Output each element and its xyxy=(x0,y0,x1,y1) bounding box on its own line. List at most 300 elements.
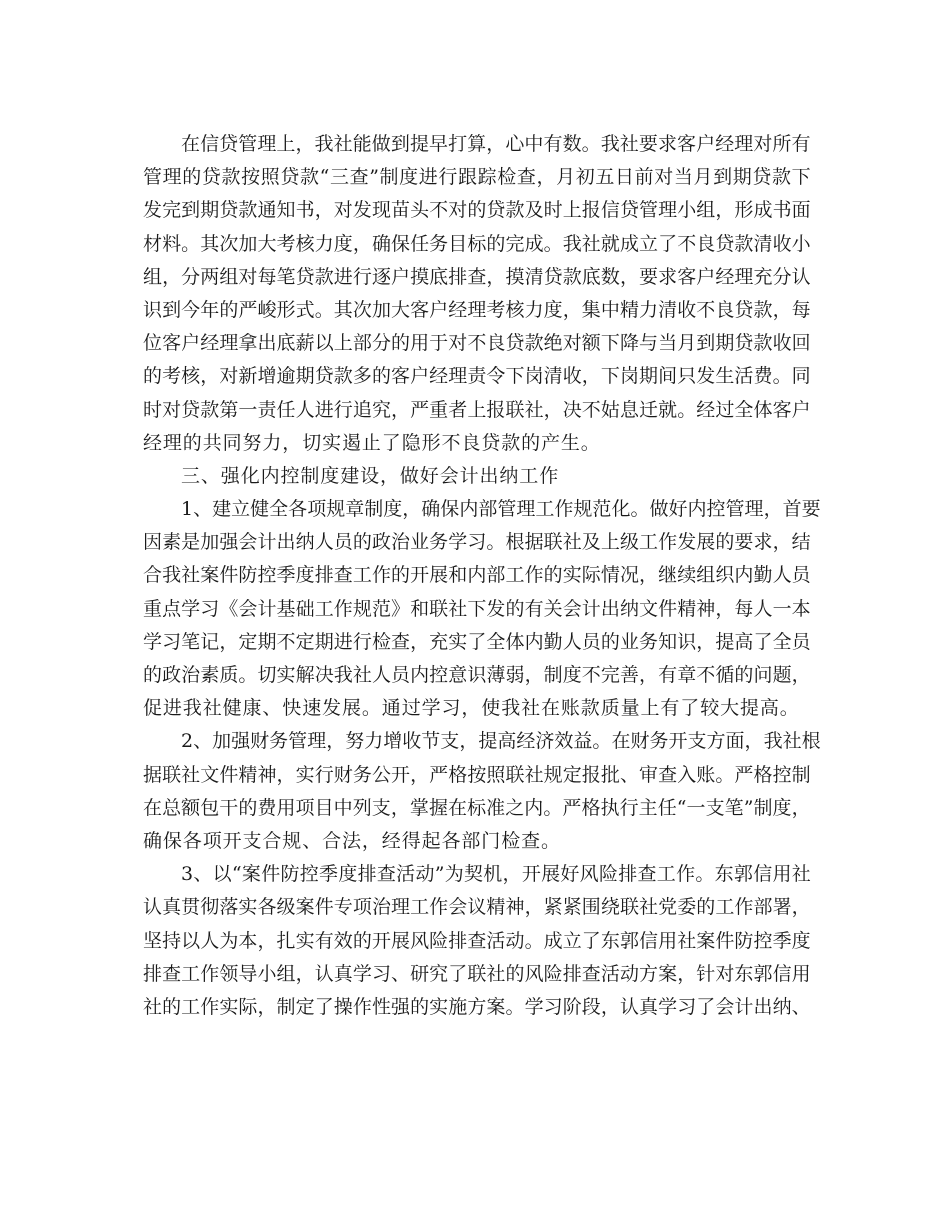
line-char: 务 xyxy=(429,232,449,255)
line-char: 发 xyxy=(486,597,506,620)
line-char: 经 xyxy=(516,730,536,753)
line-char: 理 xyxy=(219,332,239,355)
line-char: 落 xyxy=(219,896,239,919)
line-char: 社 xyxy=(448,597,468,620)
line-char: 支 xyxy=(371,796,391,819)
line-char: 就 xyxy=(658,398,678,421)
line-char: 下 xyxy=(467,597,487,620)
line-char: 在 xyxy=(143,796,163,819)
line-char: 全 xyxy=(772,630,792,653)
line-char: 作 xyxy=(524,564,544,587)
line-char: 活 xyxy=(486,929,506,952)
line-char: 报 xyxy=(581,763,601,786)
line-char: 内 xyxy=(524,630,544,653)
line-char: 力 xyxy=(524,298,544,321)
text-line xyxy=(143,759,811,792)
line-char: 迁 xyxy=(639,398,659,421)
line-char: 社 xyxy=(486,962,506,985)
line-char: 支 xyxy=(440,730,460,753)
line-char: 格 xyxy=(448,763,468,786)
line-char: 现 xyxy=(371,199,391,222)
line-char: 。 xyxy=(181,232,201,255)
line-char: 照 xyxy=(260,166,280,189)
line-char: 排 xyxy=(357,863,377,886)
line-char: 用 xyxy=(772,863,792,886)
line-char: ， xyxy=(257,929,277,952)
line-char: 针 xyxy=(696,962,716,985)
line-char: 》 xyxy=(391,597,411,620)
line-char: 面 xyxy=(725,730,745,753)
line-char: 理 xyxy=(307,730,327,753)
line-char: 生 xyxy=(715,365,735,388)
line-char: 务 xyxy=(639,630,659,653)
line-char: 围 xyxy=(581,896,601,919)
line-char: 令 xyxy=(486,365,506,388)
line-char: 要 xyxy=(801,498,821,521)
line-char: 形 xyxy=(276,298,296,321)
line-char: 章 xyxy=(677,664,697,686)
line-char: 度 xyxy=(543,298,563,321)
line-char: 真 xyxy=(639,995,659,1018)
line-char: 出 xyxy=(276,531,296,554)
line-char: 期 xyxy=(200,199,220,222)
line-char: 学 xyxy=(181,597,201,620)
line-char: 定 xyxy=(295,630,315,653)
line-char: 基 xyxy=(276,597,296,620)
line-char: 识 xyxy=(467,664,487,686)
line-char: 责 xyxy=(467,365,487,388)
line-char: 的 xyxy=(143,664,163,686)
text-line xyxy=(143,228,811,261)
line-char: 出 xyxy=(600,597,620,620)
line-char: 一 xyxy=(686,796,706,819)
line-char: 列 xyxy=(352,796,372,819)
line-char: 内 xyxy=(734,564,754,587)
line-char: 作 xyxy=(333,597,353,620)
line-char: 款 xyxy=(200,398,220,421)
line-char: 实 xyxy=(429,995,449,1018)
line-char: ， xyxy=(276,763,296,786)
line-char: 信 xyxy=(753,863,773,886)
line-char: 阶 xyxy=(562,995,582,1018)
line-char: 体 xyxy=(753,398,773,421)
line-char: 期 xyxy=(257,630,277,653)
line-char: 对 xyxy=(654,166,674,189)
line-char: 公 xyxy=(371,763,391,786)
line-char: 济 xyxy=(535,730,555,753)
line-char: 政 xyxy=(371,531,391,554)
line-char: 学 xyxy=(524,995,544,1018)
line-char: 度 xyxy=(399,166,419,189)
line-char: ， xyxy=(219,630,239,653)
line-char: 的 xyxy=(505,962,525,985)
line-char: 好 xyxy=(668,498,688,521)
line-char: 制 xyxy=(364,498,384,521)
line-char: 款 xyxy=(333,365,353,388)
line-char: 的 xyxy=(734,664,754,686)
line-char: 活 xyxy=(734,365,754,388)
line-char: 织 xyxy=(715,564,735,587)
line-char: 根 xyxy=(801,730,821,753)
text-line xyxy=(143,692,811,725)
line-char: ” xyxy=(369,166,379,189)
line-char: 任 xyxy=(410,232,430,255)
line-char: 按 xyxy=(241,166,261,189)
line-char: 的 xyxy=(467,199,487,222)
line-char: 良 xyxy=(696,232,716,255)
line-char: 客 xyxy=(677,265,697,288)
line-char: 标 xyxy=(467,796,487,819)
line-char: 有 xyxy=(658,664,678,686)
line-char: 联 xyxy=(619,896,639,919)
line-char: 总 xyxy=(162,796,182,819)
line-char: 、 xyxy=(193,730,213,753)
line-char: 报 xyxy=(581,199,601,222)
line-char: 严 xyxy=(562,796,582,819)
line-char: 契 xyxy=(463,863,483,886)
line-char: 行 xyxy=(352,265,372,288)
line-char: 账 xyxy=(696,763,716,786)
text-line xyxy=(143,626,811,659)
line-char: 段 xyxy=(581,995,601,1018)
line-char: 理 xyxy=(391,896,411,919)
line-char: 费 xyxy=(257,796,277,819)
line-char: 际 xyxy=(238,995,258,1018)
line-char: 控 xyxy=(299,863,319,886)
text-line xyxy=(143,261,811,294)
line-char: 节 xyxy=(421,730,441,753)
line-char: 款 xyxy=(505,199,525,222)
line-char: 习 xyxy=(200,597,220,620)
line-char: 在 xyxy=(448,796,468,819)
line-char: 善 xyxy=(619,664,639,686)
line-char: 款 xyxy=(753,298,773,321)
line-char: 求 xyxy=(657,133,677,155)
line-char: 薪 xyxy=(295,332,315,355)
line-char: 的 xyxy=(371,365,391,388)
line-char: 回 xyxy=(791,332,811,355)
line-char: 提 xyxy=(409,133,429,155)
line-char: 下 xyxy=(791,166,811,189)
line-char: ， xyxy=(639,564,659,587)
line-char: 排 xyxy=(448,929,468,952)
line-char: 度 xyxy=(772,796,792,819)
line-char: 作 xyxy=(676,863,696,886)
line-char: 严 xyxy=(429,763,449,786)
line-char: 管 xyxy=(288,730,308,753)
line-char: 部 xyxy=(478,498,498,521)
line-char: 对 xyxy=(753,133,773,155)
line-char: 联 xyxy=(162,763,182,786)
line-char: 精 xyxy=(677,597,697,620)
line-char: 信 xyxy=(200,133,220,155)
line-char: 动 xyxy=(415,863,435,886)
line-char: 高 xyxy=(497,730,517,753)
line-char: 实 xyxy=(219,995,239,1018)
line-char: 不 xyxy=(581,398,601,421)
line-char: 弱 xyxy=(505,664,525,686)
line-char: 息 xyxy=(619,398,639,421)
line-char: 质 xyxy=(219,664,239,686)
line-char: 社 xyxy=(352,664,372,686)
line-char: 不 xyxy=(581,664,601,686)
line-char: 以 xyxy=(314,332,334,355)
line-char: 完 xyxy=(162,199,182,222)
line-char: 治 xyxy=(371,896,391,919)
line-char: 完 xyxy=(505,232,525,255)
line-char: 工 xyxy=(639,531,659,554)
text-line xyxy=(143,128,811,161)
line-char: 、 xyxy=(391,962,411,985)
text-line xyxy=(143,161,811,194)
line-char: 展 xyxy=(696,531,716,554)
line-char: 报 xyxy=(486,398,506,421)
text-line xyxy=(143,891,811,924)
line-char: 款 xyxy=(221,166,241,189)
line-char: 级 xyxy=(619,531,639,554)
line-char: 究 xyxy=(429,962,449,985)
line-char: 款 xyxy=(562,265,582,288)
line-char: 摸 xyxy=(410,265,430,288)
line-char: 每 xyxy=(257,265,277,288)
line-char: 全 xyxy=(269,498,289,521)
line-char: 度 xyxy=(333,232,353,255)
line-char: 小 xyxy=(677,199,697,222)
line-char: 初 xyxy=(575,166,595,189)
line-char: 郭 xyxy=(619,929,639,952)
line-char: 到 xyxy=(696,332,716,355)
line-char: 的 xyxy=(352,531,372,554)
line-char: 郭 xyxy=(753,962,773,985)
line-char: 内 xyxy=(687,498,707,521)
line-char: 重 xyxy=(429,398,449,421)
line-char: 首 xyxy=(782,498,802,521)
line-char: 部 xyxy=(352,332,372,355)
line-char: 2 xyxy=(181,730,194,753)
line-char: 不 xyxy=(467,332,487,355)
line-text: 确保各项开支合规、合法，经得起各部门检查。 xyxy=(143,829,561,852)
line-char: 要 xyxy=(639,265,659,288)
line-char: 不 xyxy=(276,630,296,653)
line-char: 绝 xyxy=(543,332,563,355)
line-char: 只 xyxy=(677,365,697,388)
text-line xyxy=(143,194,811,227)
line-char: 数 xyxy=(562,133,582,155)
line-char: 点 xyxy=(162,597,182,620)
line-char: 笔 xyxy=(181,630,201,653)
line-char: 展 xyxy=(391,929,411,952)
line-char: 社 xyxy=(677,929,697,952)
line-char: 期 xyxy=(732,166,752,189)
line-char: 任 xyxy=(276,398,296,421)
line-char: 我 xyxy=(333,664,353,686)
line-char: 项 xyxy=(307,498,327,521)
line-char: 实 xyxy=(276,664,296,686)
line-char: 到 xyxy=(181,199,201,222)
line-char: 实 xyxy=(295,929,315,952)
line-char: 次 xyxy=(219,232,239,255)
line-char: 的 xyxy=(486,232,506,255)
line-char: 的 xyxy=(696,896,716,919)
line-char: 发 xyxy=(677,531,697,554)
line-char: 多 xyxy=(352,365,372,388)
line-char: 务 xyxy=(429,531,449,554)
line-char: 行 xyxy=(333,398,353,421)
line-char: 支 xyxy=(705,796,725,819)
line-char: 级 xyxy=(276,896,296,919)
line-char: 户 xyxy=(696,133,716,155)
line-char: ， xyxy=(562,298,582,321)
line-char: 下 xyxy=(600,332,620,355)
line-char: 彻 xyxy=(200,896,220,919)
line-char: 一 xyxy=(238,398,258,421)
line-char: 于 xyxy=(429,332,449,355)
line-char: 全 xyxy=(486,630,506,653)
line-char: 日 xyxy=(615,166,635,189)
line-char: 执 xyxy=(600,796,620,819)
line-char: 作 xyxy=(352,995,372,1018)
line-char: 的 xyxy=(143,365,163,388)
line-char: 作 xyxy=(371,564,391,587)
line-char: ， xyxy=(715,597,735,620)
line-char: 和 xyxy=(448,564,468,587)
line-char: 政 xyxy=(162,664,182,686)
text-line xyxy=(143,792,811,825)
line-char: 我 xyxy=(314,133,334,155)
line-char: 认 xyxy=(791,265,811,288)
line-char: 的 xyxy=(505,597,525,620)
text-line xyxy=(143,427,811,460)
line-char: 识 xyxy=(677,630,697,653)
line-char: 神 xyxy=(505,896,525,919)
line-char: “ xyxy=(319,166,330,189)
line-char: 期 xyxy=(715,332,735,355)
line-char: 。 xyxy=(524,929,544,952)
line-char: 信 xyxy=(772,962,792,985)
line-char: 客 xyxy=(772,398,792,421)
line-char: 性 xyxy=(371,995,391,1018)
line-char: ， xyxy=(295,133,315,155)
line-char: ， xyxy=(639,664,659,686)
line-char: 到 xyxy=(390,133,410,155)
line-char: 查 xyxy=(467,265,487,288)
line-char: 薄 xyxy=(486,664,506,686)
line-char: 到 xyxy=(713,166,733,189)
line-char: 信 xyxy=(600,199,620,222)
line-char: ， xyxy=(543,398,563,421)
line-char: 用 xyxy=(658,929,678,952)
line-char: 能 xyxy=(352,133,372,155)
line-char: 东 xyxy=(734,962,754,985)
line-char: 会 xyxy=(562,597,582,620)
line-char: 数 xyxy=(600,265,620,288)
line-char: 专 xyxy=(333,896,353,919)
line-char: 贷 xyxy=(543,265,563,288)
line-char: 小 xyxy=(257,962,277,985)
line-char: 的 xyxy=(219,298,239,321)
line-char: 贷 xyxy=(314,365,334,388)
line-char: 范 xyxy=(371,597,391,620)
line-char: 格 xyxy=(753,763,773,786)
line-char: 控 xyxy=(753,929,773,952)
line-char: 批 xyxy=(600,763,620,786)
line-char: 规 xyxy=(326,498,346,521)
line-char: ， xyxy=(772,531,792,554)
line-char: 工 xyxy=(656,863,676,886)
line-char: 算 xyxy=(467,133,487,155)
line-char: 强 xyxy=(219,531,239,554)
line-char: 的 xyxy=(600,630,620,653)
line-char: 要 xyxy=(734,531,754,554)
line-char: 意 xyxy=(448,664,468,686)
line-char: 管 xyxy=(497,498,517,521)
line-char: 及 xyxy=(524,199,544,222)
line-char: 的 xyxy=(715,531,735,554)
line-char: 收 xyxy=(772,332,792,355)
line-char: 户 xyxy=(410,365,430,388)
line-char: 上 xyxy=(467,398,487,421)
line-char: 理 xyxy=(162,166,182,189)
line-char: 严 xyxy=(238,298,258,321)
line-char: ， xyxy=(772,298,792,321)
line-char: 度 xyxy=(383,498,403,521)
line-char: 内 xyxy=(467,564,487,587)
line-char: 高 xyxy=(734,630,754,653)
line-char: 收 xyxy=(402,730,422,753)
line-char: 据 xyxy=(524,531,544,554)
line-char: 部 xyxy=(486,564,506,587)
line-char: 户 xyxy=(429,298,449,321)
line-char: 业 xyxy=(619,630,639,653)
line-char: 出 xyxy=(257,332,277,355)
line-char: 按 xyxy=(467,763,487,786)
line-char: 制 xyxy=(379,166,399,189)
text-line xyxy=(143,991,811,1024)
line-char: 学 xyxy=(143,630,163,653)
line-char: 习 xyxy=(371,962,391,985)
line-char: 社 xyxy=(639,896,659,919)
line-char: 根 xyxy=(505,531,525,554)
line-char: 有 xyxy=(791,133,811,155)
line-char: 不 xyxy=(696,298,716,321)
line-char: 行 xyxy=(314,763,334,786)
line-char: 户 xyxy=(791,398,811,421)
line-char: 增 xyxy=(257,365,277,388)
line-char: 防 xyxy=(734,929,754,952)
line-char: 学 xyxy=(448,531,468,554)
line-char: 会 xyxy=(448,896,468,919)
line-char: 习 xyxy=(162,630,182,653)
line-char: 勤 xyxy=(753,564,773,587)
line-char: 党 xyxy=(658,896,678,919)
line-char: 考 xyxy=(486,298,506,321)
line-char: 踪 xyxy=(477,166,497,189)
line-char: 计 xyxy=(734,995,754,1018)
line-char: ， xyxy=(677,962,697,985)
line-char: 开 xyxy=(410,564,430,587)
text-line xyxy=(143,725,821,758)
line-char: 掌 xyxy=(409,796,429,819)
line-char: 季 xyxy=(276,564,296,587)
line-char: 展 xyxy=(541,863,561,886)
line-char: 联 xyxy=(467,962,487,985)
line-char: 内 xyxy=(410,664,430,686)
line-char: 工 xyxy=(535,498,555,521)
line-char: 务 xyxy=(352,763,372,786)
line-char: 目 xyxy=(448,232,468,255)
line-char: 下 xyxy=(505,365,525,388)
line-char: 笔 xyxy=(276,265,296,288)
